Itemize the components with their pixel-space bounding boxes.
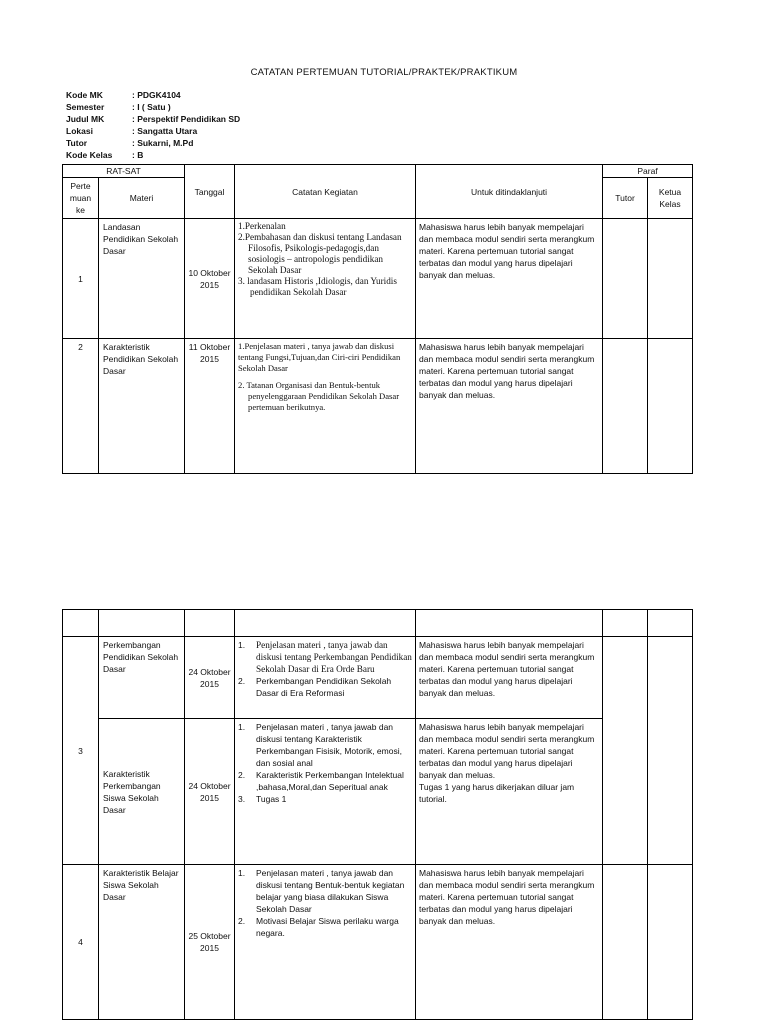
row-number: 1	[63, 219, 99, 339]
table-row	[63, 219, 693, 339]
row-tanggal: 10 Oktober 2015	[185, 219, 235, 339]
row-catatan	[235, 637, 416, 719]
empty-header-cell	[63, 610, 99, 637]
table-row	[63, 865, 693, 1020]
row-number: 4	[63, 865, 99, 1020]
catatan-item: 1.Penjelasan materi , tanya jawab dan diskusi tentang Fungsi,Tujuan,dan Ciri-ciri Pendidikan Sekolah Dasar	[238, 341, 401, 373]
row-tanggal: 24 Oktober 2015	[185, 637, 235, 719]
ketua-header: Ketua Kelas	[648, 178, 693, 219]
info-row-kode-kelas: Kode Kelas : B	[66, 150, 144, 160]
info-row-judul-mk: Judul MK : Perspektif Pendidikan SD	[66, 114, 241, 124]
tanggal-header: Tanggal	[185, 165, 235, 219]
row-followup: Mahasiswa harus lebih banyak mempelajari dan membaca modul sendiri serta merangkum materi. Karena pertemuan tutorial sangat terbatas dan modul yang harus dipelajari banyak dan meluas.	[416, 219, 603, 339]
followup-extra: Tugas 1 yang harus dikerjakan diluar jam tutorial.	[419, 782, 575, 804]
tutorial-table-page1	[62, 164, 693, 474]
row-number: 3	[63, 637, 99, 865]
table-row	[63, 339, 693, 474]
row-catatan	[235, 719, 416, 865]
row-tutor-sign	[603, 219, 648, 339]
course-info	[66, 89, 240, 161]
info-row-tutor: Tutor : Sukarni, M.Pd	[66, 138, 194, 148]
row-tanggal: 25 Oktober 2015	[185, 865, 235, 1020]
info-row-lokasi: Lokasi : Sangatta Utara	[66, 126, 198, 136]
empty-header-cell	[99, 610, 185, 637]
page-title: CATATAN PERTEMUAN TUTORIAL/PRAKTEK/PRAKTIKUM	[250, 67, 518, 78]
empty-header-cell	[416, 610, 603, 637]
row-followup: Mahasiswa harus lebih banyak mempelajari dan membaca modul sendiri serta merangkum materi. Karena pertemuan tutorial sangat terbatas dan modul yang harus dipelajari banyak dan meluas.	[416, 339, 603, 474]
catatan-item: 2. Tatanan Organisasi dan Bentuk-bentuk penyelenggaraan Pendidikan Sekolah Dasar pertemuan berikutnya.	[238, 380, 400, 412]
catatan-item: 3. landasam Historis ,Idiologis, dan Yuridis pendidikan Sekolah Dasar	[238, 276, 397, 297]
row-ketua-sign	[648, 865, 693, 1020]
materi-header: Materi	[99, 178, 185, 219]
pertemuan-header: Perte muan ke	[63, 178, 99, 219]
row-followup: Mahasiswa harus lebih banyak mempelajari dan membaca modul sendiri serta merangkum materi. Karena pertemuan tutorial sangat terbatas dan modul yang harus dipelajari banyak dan meluas.	[416, 637, 603, 719]
empty-header-cell	[235, 610, 416, 637]
row-materi: Landasan Pendidikan Sekolah Dasar	[99, 219, 185, 339]
row-catatan	[235, 219, 416, 339]
row-number: 2	[63, 339, 99, 474]
row-followup: Mahasiswa harus lebih banyak mempelajari dan membaca modul sendiri serta merangkum materi. Karena pertemuan tutorial sangat terbatas dan modul yang harus dipelajari banyak dan meluas.	[416, 865, 603, 1020]
tindak-header: Untuk ditindaklanjuti	[416, 165, 603, 219]
catatan-header: Catatan Kegiatan	[235, 165, 416, 219]
info-row-kode-mk: Kode MK : PDGK4104	[66, 90, 181, 100]
empty-header-cell	[185, 610, 235, 637]
catatan-item: 1. Penjelasan materi , tanya jawab dan diskusi tentang Perkembangan Pendidikan Sekolah Dasar di Era Orde Baru	[238, 640, 412, 674]
empty-header-cell	[648, 610, 693, 637]
catatan-item: 1. Penjelasan materi , tanya jawab dan diskusi tentang Karakteristik Perkembangan Fisisik, Motorik, emosi, dan sosial anal	[238, 722, 402, 768]
row-catatan	[235, 865, 416, 1020]
table-row	[63, 719, 693, 865]
row-tanggal: 24 Oktober 2015	[185, 719, 235, 865]
tutorial-table-page2	[62, 609, 693, 1020]
row-tutor-sign	[603, 339, 648, 474]
row-materi: Karakteristik Perkembangan Siswa Sekolah Dasar	[99, 719, 185, 865]
table-row	[63, 637, 693, 719]
row-tutor-sign	[603, 865, 648, 1020]
catatan-item: 1. Penjelasan materi , tanya jawab dan diskusi tentang Bentuk-bentuk kegiatan belajar yang biasa dilakukan Siswa Sekolah Dasar	[238, 868, 405, 914]
row-materi: Karakteristik Belajar Siswa Sekolah Dasar	[99, 865, 185, 1020]
row-ketua-sign	[648, 339, 693, 474]
row-tanggal: 11 Oktober 2015	[185, 339, 235, 474]
row-ketua-sign	[648, 637, 693, 865]
row-followup: Mahasiswa harus lebih banyak mempelajari dan membaca modul sendiri serta merangkum materi. Karena pertemuan tutorial sangat terbatas dan modul yang harus dipelajari banyak dan meluas. Tugas 1 yang harus dikerjakan diluar jam tutorial.	[416, 719, 603, 865]
paraf-header: Paraf	[603, 165, 693, 178]
empty-header-cell	[603, 610, 648, 637]
catatan-item: 3. Tugas 1	[238, 794, 287, 804]
catatan-item: 2. Karakteristik Perkembangan Intelektual ,bahasa,Moral,dan Seperitual anak	[238, 770, 404, 792]
catatan-item: 2. Motivasi Belajar Siswa perilaku warga negara.	[238, 916, 399, 938]
row-materi: Perkembangan Pendidikan Sekolah Dasar	[99, 637, 185, 719]
row-catatan	[235, 339, 416, 474]
ratsat-header: RAT-SAT	[63, 165, 185, 178]
row-ketua-sign	[648, 219, 693, 339]
catatan-item: 2.Pembahasan dan diskusi tentang Landasan Filosofis, Psikologis-pedagogis,dan sosiologis – antropologis pendidikan Sekolah Dasar	[238, 232, 402, 275]
catatan-item: 1.Perkenalan	[238, 221, 286, 231]
tutor-header: Tutor	[603, 178, 648, 219]
info-row-semester: Semester : I ( Satu )	[66, 102, 171, 112]
row-materi: Karakteristik Pendidikan Sekolah Dasar	[99, 339, 185, 474]
catatan-item: 2. Perkembangan Pendidikan Sekolah Dasar di Era Reformasi	[238, 676, 392, 698]
row-tutor-sign	[603, 637, 648, 865]
